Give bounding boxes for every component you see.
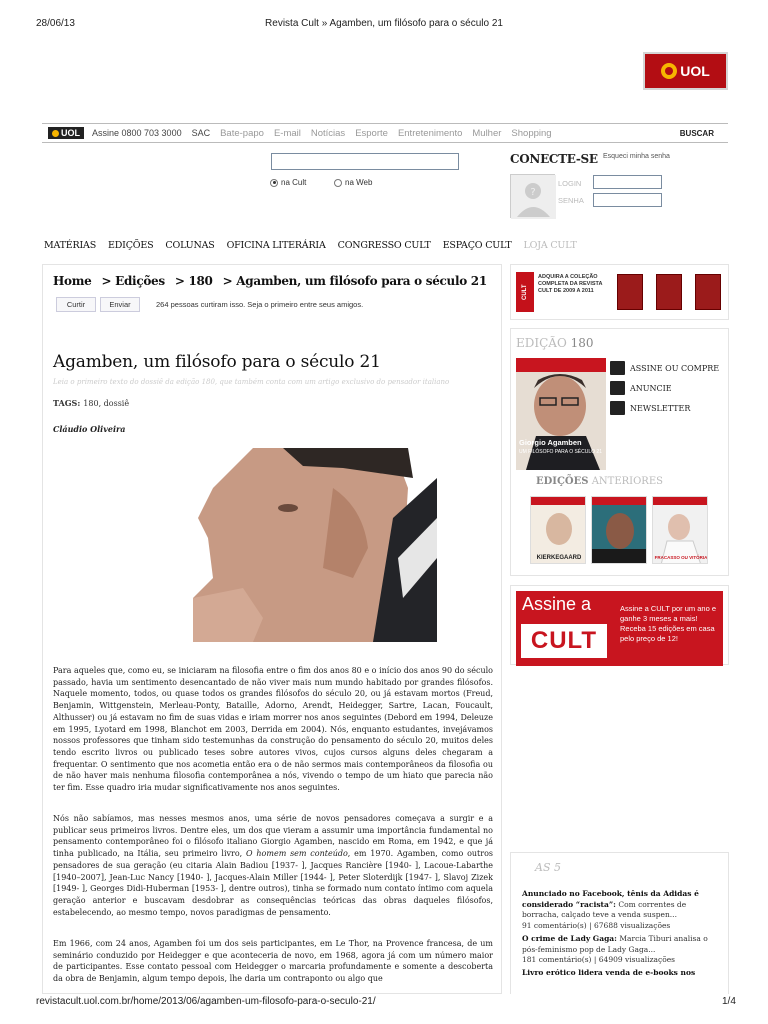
edition-number: 180 (570, 336, 594, 350)
search-option-web-label: na Web (345, 178, 373, 187)
radio-selected-icon[interactable] (270, 179, 278, 187)
book-title: O homem sem conteúdo (246, 849, 348, 859)
forgot-password-link[interactable]: Esqueci minha senha (603, 153, 670, 160)
search-option-web[interactable] (334, 178, 372, 187)
breadcrumb-home[interactable]: Home (53, 274, 92, 288)
login-input[interactable] (593, 175, 662, 189)
user-placeholder-icon (511, 175, 556, 219)
article-tags (53, 398, 129, 408)
uol-ad-banner[interactable] (643, 52, 728, 90)
uol-ad-text: UOL (680, 63, 710, 79)
previous-edition-image (653, 497, 708, 564)
nav-oficina-literaria[interactable]: OFICINA LITERÁRIA (226, 240, 326, 251)
search-option-cult[interactable] (270, 178, 306, 187)
subscribe-ad-copy: Assine a CULT por um ano e ganhe 3 meses a mais! Receba 15 edições em casa pelo preço de 12! (620, 604, 717, 643)
nav-loja-cult[interactable]: LOJA CULT (523, 240, 577, 251)
uol-link-mulher[interactable]: Mulher (472, 127, 502, 139)
edition-title (516, 336, 594, 350)
print-title: Revista Cult » Agamben, um filósofo para o século 21 (265, 18, 503, 29)
most-read-item[interactable] (522, 889, 718, 931)
breadcrumb-edicoes[interactable]: > Edições (101, 274, 165, 288)
article-paragraph-2 (53, 813, 493, 918)
subscribe-ad-brand: CULT (521, 624, 607, 658)
news-headline[interactable]: Anunciado no Facebook, tênis da Adidas é considerado “racista”: (522, 889, 699, 909)
previous-editions-title (536, 476, 663, 487)
most-read-item[interactable] (522, 968, 718, 979)
edition-cover-subtitle: UM FILÓSOFO PARA O SÉCULO 21 (519, 449, 602, 455)
uol-phone[interactable]: Assine 0800 703 3000 (92, 128, 182, 138)
news-headline[interactable]: O crime de Lady Gaga: (522, 934, 617, 943)
search-input[interactable] (271, 153, 459, 170)
main-nav (44, 240, 589, 251)
prev-cover-label: KIERKEGAARD (536, 555, 582, 561)
radio-icon[interactable] (334, 179, 342, 187)
nav-congresso-cult[interactable]: CONGRESSO CULT (337, 240, 431, 251)
uol-top-bar (42, 123, 728, 143)
login-title: CONECTE-SE (510, 152, 598, 166)
print-date: 28/06/13 (36, 18, 75, 29)
newsletter-label: NEWSLETTER (630, 403, 691, 413)
article-title: Agamben, um filósofo para o século 21 (53, 352, 381, 372)
breadcrumb-current: > Agamben, um filósofo para o século 21 (222, 274, 487, 288)
cult-logo: CULT (516, 272, 534, 312)
previous-edition-cover[interactable] (652, 496, 708, 564)
subscribe-label: ASSINE OU COMPRE (630, 363, 720, 373)
p2-part-b: , em 1970. Agamben, como outros pensadores de sua geração (eu citaria Alain Badiou [1937- ], Jacques Rancière [1940- ], Lacoue-Labarthe [1940–2007], Jean-Luc Nancy [1940- ], Jacques-Alain Miller [1944- ], Peter Sloterdijk [1947- ], Slavoj Zizek [1949- ], Georges Didi-Huberman [1953- ], dentre outros), tinha se formado num contato íntimo com aquela geração anterior e buscavam desdobrar as consequências teóricas das obras daqueles filósofos, estabelecendo, ao mesmo tempo, novos paradigmas de pensamento. (53, 849, 493, 917)
uol-dot-icon (52, 130, 59, 137)
uol-sac-link[interactable]: SAC (191, 128, 211, 138)
p2-part-a: Nós não sabíamos, mas nesses mesmos anos, uma série de novos pensadores começava a surgir e a publicar seus primeiros livros. Dentre eles, um dos que vieram a assumir uma importância fundamental no pensamento contemporâneo foi o filósofo italiano Giorgio Agamben, nascido em Roma, em 1942, e que já tinha publicado, na Itália, seu primeiro livro, (53, 814, 493, 859)
avatar (510, 174, 555, 218)
uol-link-email[interactable]: E-mail (273, 127, 301, 139)
collection-book-image (617, 274, 643, 310)
prev-cover-label: FRACASSO OU VITÓRIA (654, 555, 708, 560)
agamben-portrait-image (193, 448, 437, 642)
advertise-label: ANUNCIE (630, 383, 672, 393)
previous-edition-cover[interactable] (591, 496, 647, 564)
news-summary: Marcia Tiburi analisa o pós-feminismo pop de Lady Gaga... (522, 934, 708, 954)
uol-logo-icon (661, 63, 677, 79)
password-label: SENHA (558, 196, 584, 205)
uol-link-batepapo[interactable]: Bate-papo (220, 127, 264, 139)
password-input[interactable] (593, 193, 662, 207)
previous-edition-cover[interactable] (530, 496, 586, 564)
print-url: revistacult.uol.com.br/home/2013/06/agamben-um-filosofo-para-o-seculo-21/ (36, 996, 376, 1007)
collection-book-image (695, 274, 721, 310)
article-author: Cláudio Oliveira (53, 424, 126, 434)
previous-editions-suffix: ANTERIORES (591, 476, 663, 487)
previous-editions-prefix: EDIÇÕES (536, 476, 589, 487)
previous-edition-image (592, 497, 647, 564)
breadcrumb-180[interactable]: > 180 (174, 274, 213, 288)
news-meta: 181 comentário(s) | 64909 visualizações (522, 955, 676, 964)
article-paragraph-1: Para aqueles que, como eu, se iniciaram na filosofia entre o fim dos anos 80 e o início dos anos 90 do século passado, havia um sentimento desencantado de não viver mais num mundo habitado por grandes filósofos. Naquele momento, todos, ou quase todos os grandes filósofos do século 20, ou já estavam mortos (Freud, Benjamin, Wittgenstein, Merleau-Ponty, Bataille, Adorno, Arendt, Heidegger, Sartre, Lacan, Foucault, Althusser) ou já estavam no fim de suas vidas e iriam morrer nos anos seguintes (Debord em 1994, Deleuze em 1995, Lyotard em 1998, Blanchot em 2003, Derrida em 2004). Nós, enquanto estudantes, invejávamos nossos professores que tinham sido testemunhas da construção do pensamento do século 20, muitos deles tendo escrito livros ou publicado teses sobre autores vivos, cujos cursos alguns deles chegaram a frequentar. O sentimento que nos acometia então era o de não sermos mais contemporâneos da filosofia ou de não haver mais nenhuma filosofia contemporânea a nós, vivendo o tempo de um hiato que parecia não ter fim. Esse quadro iria mudar significativamente nos anos seguintes. (53, 666, 493, 793)
article-subtitle: Leia o primeiro texto do dossiê da edição 180, que também conta com um artigo exclusivo do pensador italiano (53, 378, 450, 386)
download-icon (610, 381, 625, 395)
mail-icon (610, 401, 625, 415)
news-meta: 91 comentário(s) | 67688 visualizações (522, 920, 671, 930)
facebook-like-count: 264 pessoas curtiram isso. Seja o primeiro entre seus amigos. (156, 300, 364, 309)
uol-link-entretenimento[interactable]: Entretenimento (397, 127, 463, 139)
print-page-number: 1/4 (722, 996, 736, 1007)
uol-search-button[interactable]: BUSCAR (679, 128, 714, 138)
advertise-link[interactable] (610, 381, 672, 395)
collection-promo-text: ADQUIRA A COLEÇÃO COMPLETA DA REVISTA CULT DE 2009 A 2011 (538, 274, 603, 294)
newsletter-link[interactable] (610, 401, 690, 415)
news-summary: Com correntes de borracha, calçado teve a venda suspen... (522, 899, 687, 919)
article-photo (193, 448, 437, 642)
nav-materias[interactable]: MATÉRIAS (44, 240, 97, 251)
previous-edition-image (531, 497, 586, 564)
nav-espaco-cult[interactable]: ESPAÇO CULT (442, 240, 512, 251)
cart-icon (610, 361, 625, 375)
news-headline[interactable]: Livro erótico lidera venda de e-books nos (522, 968, 696, 977)
uol-link-noticias[interactable]: Notícias (310, 127, 346, 139)
uol-link-esporte[interactable]: Esporte (355, 127, 388, 139)
subscribe-link[interactable] (610, 361, 719, 375)
collection-book-image (656, 274, 682, 310)
breadcrumb (53, 274, 497, 288)
subscribe-ad-headline: Assine a (522, 594, 592, 614)
login-label: LOGIN (558, 179, 582, 188)
edition-cover-name: Giorgio Agamben (519, 438, 582, 447)
most-read-item[interactable] (522, 934, 718, 966)
search-option-cult-label: na Cult (281, 178, 307, 187)
nav-edicoes[interactable]: EDIÇÕES (108, 240, 154, 251)
uol-bar-logo[interactable] (48, 127, 84, 139)
edition-title-prefix: EDIÇÃO (516, 336, 567, 350)
nav-colunas[interactable]: COLUNAS (165, 240, 215, 251)
most-read-title: AS 5 (535, 861, 561, 874)
article-paragraph-3: Em 1966, com 24 anos, Agamben foi um dos seis participantes, em Le Thor, na Provence francesa, de um seminário conduzido por Heidegger e que aconteceria de novo, em 1968, agora já com um número maior de participantes. Esse contato pessoal com Heidegger o marcaria profundamente e somente a descoberta da obra de Benjamin, algum tempo depois, lhe daria um contraponto ou algo que (53, 939, 493, 984)
facebook-like-button[interactable]: Curtir (56, 297, 96, 312)
tags-links[interactable]: 180, dossiê (83, 399, 130, 408)
uol-bar-logo-text: UOL (61, 128, 80, 138)
svg-text:?: ? (530, 187, 536, 198)
tags-label: TAGS: (53, 398, 81, 408)
uol-link-shopping[interactable]: Shopping (511, 127, 552, 139)
facebook-send-button[interactable]: Enviar (100, 297, 140, 312)
